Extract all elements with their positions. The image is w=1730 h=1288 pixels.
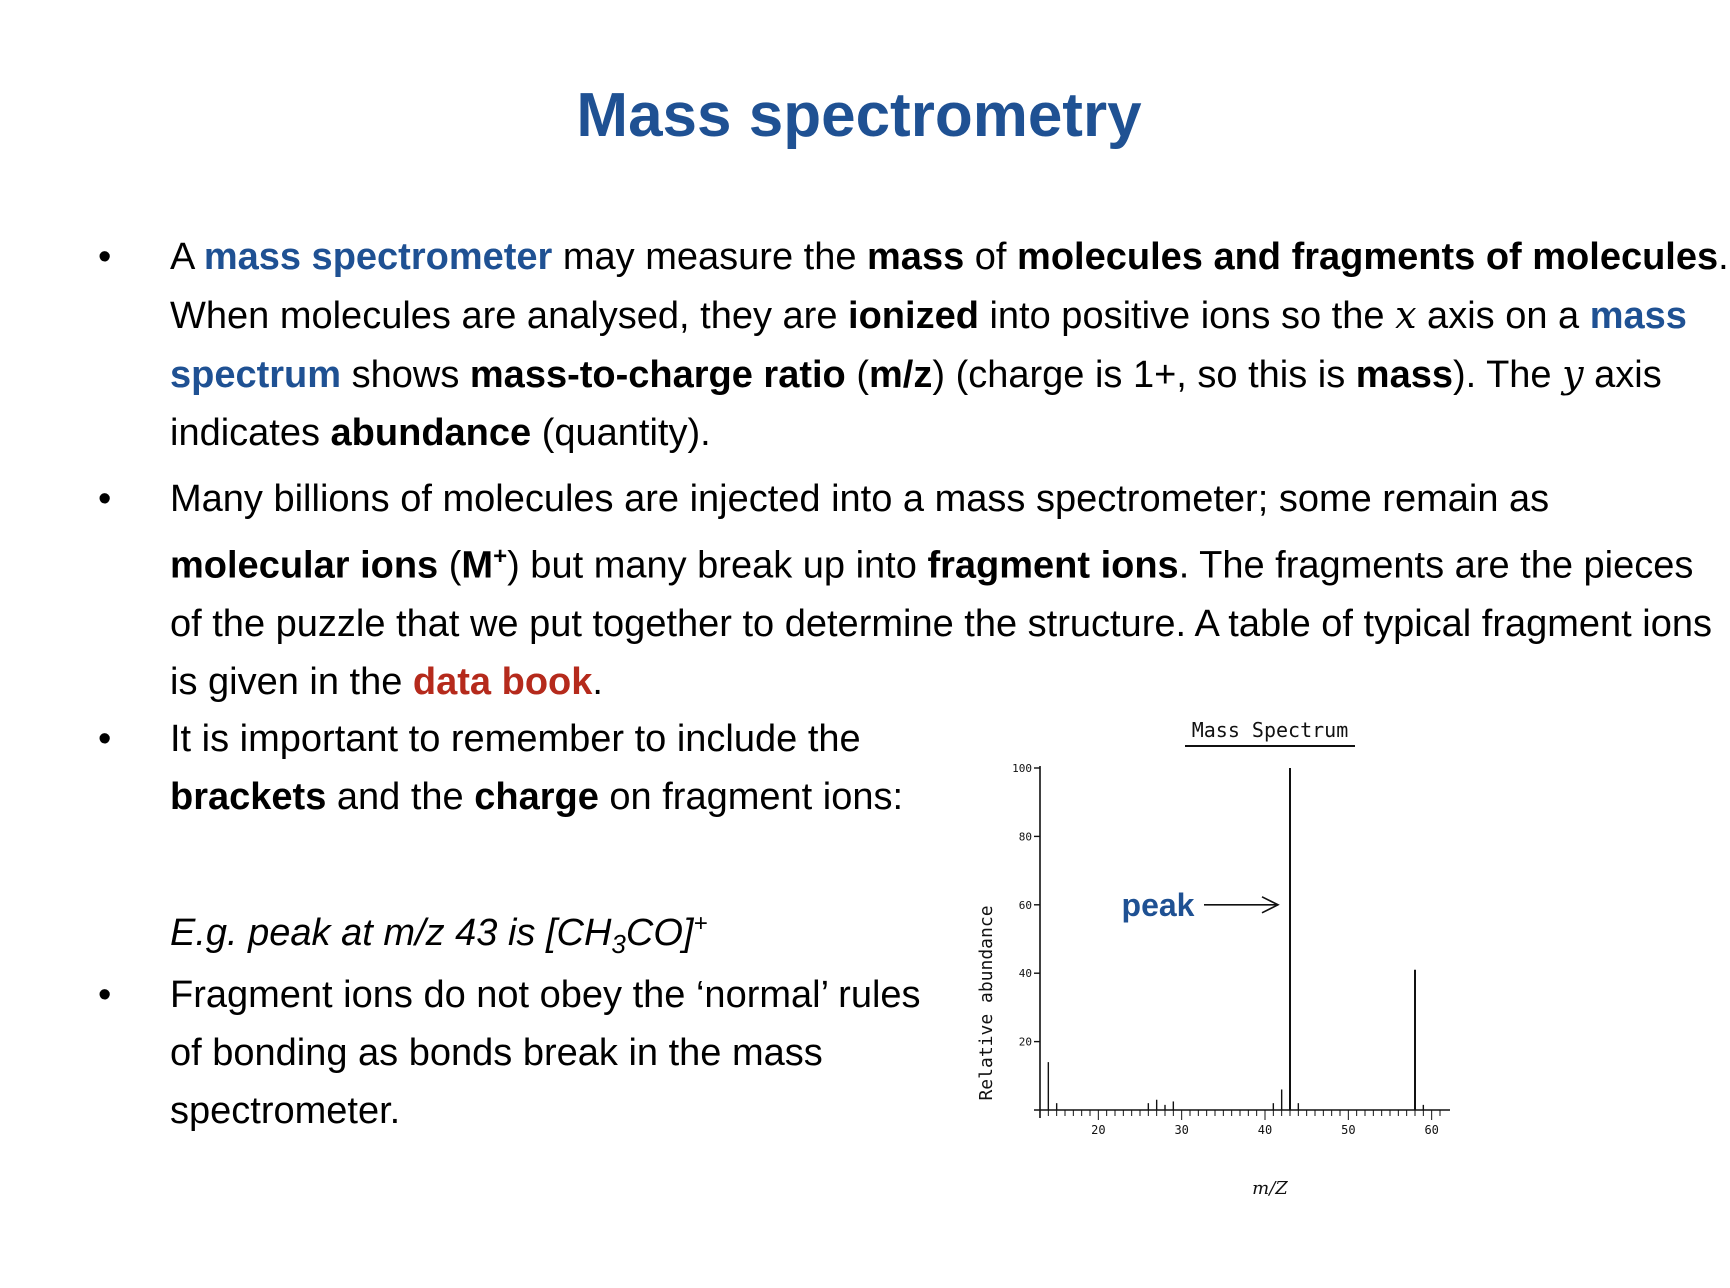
x-tick-label: 40 xyxy=(1257,1123,1273,1137)
chart-title: Mass Spectrum xyxy=(1191,718,1349,742)
x-tick-label: 50 xyxy=(1341,1123,1356,1137)
text-segment: on fragment ions: xyxy=(598,776,904,818)
text-segment: (quantity). xyxy=(531,412,711,454)
chart-axes xyxy=(1012,762,1450,1137)
text-segment: mass-to-charge ratio xyxy=(469,354,846,396)
text-segment: m/z xyxy=(869,354,933,396)
text-segment: molecular ions xyxy=(170,544,439,587)
mass-spectrum-chart xyxy=(940,710,1640,1230)
text-segment: x xyxy=(1395,293,1417,337)
text-segment: ). The xyxy=(1453,354,1563,396)
text-segment: charge xyxy=(474,776,599,818)
text-segment: mass spectrum xyxy=(170,295,1687,396)
slide-title: Mass spectrometry xyxy=(576,81,1142,150)
bullet-text xyxy=(170,470,1730,711)
text-segment: brackets xyxy=(170,776,327,818)
text-segment: mass xyxy=(1355,354,1453,396)
y-tick-label: 20 xyxy=(1018,1035,1032,1049)
x-tick-label: 60 xyxy=(1424,1123,1439,1137)
peak-annotation xyxy=(1122,887,1278,923)
text-segment: axis on a xyxy=(1416,295,1590,337)
text-segment: M xyxy=(461,544,494,587)
bullet-dot: • xyxy=(98,236,112,278)
text-segment: mass spectrometer xyxy=(203,236,553,278)
x-tick-label: 20 xyxy=(1091,1123,1106,1137)
text-segment: of xyxy=(964,236,1018,278)
text-segment: ionized xyxy=(848,295,979,337)
text-segment: shows xyxy=(341,354,470,396)
bullet-text xyxy=(170,228,1730,462)
y-tick-label: 60 xyxy=(1018,898,1032,912)
text-segment: It is important to remember to include the xyxy=(170,718,861,760)
y-axis-label: Relative abundance xyxy=(976,905,997,1101)
bullet-dot: • xyxy=(98,718,112,760)
mass-spectrum-figure xyxy=(940,710,1640,1230)
fragment-example xyxy=(170,895,707,973)
bullet-text xyxy=(170,966,930,1140)
y-tick-label: 40 xyxy=(1018,967,1032,981)
bullet-dot: • xyxy=(98,478,112,520)
text-segment: ( xyxy=(438,544,462,587)
text-segment: y xyxy=(1562,352,1584,396)
text-segment: data book xyxy=(412,660,593,703)
text-segment: ( xyxy=(845,354,869,396)
text-segment: mass xyxy=(867,236,965,278)
text-segment: ) but many break up into xyxy=(507,544,928,587)
peak-label: peak xyxy=(1121,886,1195,923)
chart-peaks xyxy=(1048,768,1423,1110)
y-tick-label: 100 xyxy=(1012,762,1032,775)
text-segment: . xyxy=(592,660,603,703)
text-segment: . The fragments are the pieces of the puzzle that we put together to determine the structure. A table of typical fragment ions is given in the xyxy=(170,544,1713,703)
text-segment: fragment ions xyxy=(927,544,1179,587)
text-segment: + xyxy=(493,543,508,570)
bullet-dot: • xyxy=(98,974,112,1016)
x-tick-label: 30 xyxy=(1174,1123,1189,1137)
text-segment: Fragment ions do not obey the ‘normal’ rules of bonding as bonds break in the mass spectrometer. xyxy=(170,974,921,1132)
text-segment: ) (charge is 1+, so this is xyxy=(932,354,1356,396)
example-prefix: E.g. peak at m/z 43 is [CH xyxy=(170,912,612,954)
text-segment: into positive ions so the xyxy=(978,295,1396,337)
y-tick-label: 80 xyxy=(1018,830,1032,844)
text-segment: A xyxy=(170,236,204,278)
x-axis-label: m/Z xyxy=(1252,1178,1288,1199)
example-mid: CO] xyxy=(625,912,694,954)
text-segment: axis indicates xyxy=(170,354,1662,454)
text-segment: . When molecules are analysed, they are xyxy=(170,236,1729,337)
text-segment: molecules and fragments of molecules xyxy=(1017,236,1719,278)
text-segment: Many billions of molecules are injected into a mass spectrometer; some remain as xyxy=(170,478,1550,520)
text-segment: and the xyxy=(326,776,475,818)
text-segment: may measure the xyxy=(552,236,868,278)
example-superscript: + xyxy=(693,910,708,937)
bullet-text xyxy=(170,710,930,826)
example-subscript: 3 xyxy=(611,929,626,959)
text-segment: abundance xyxy=(330,412,532,454)
